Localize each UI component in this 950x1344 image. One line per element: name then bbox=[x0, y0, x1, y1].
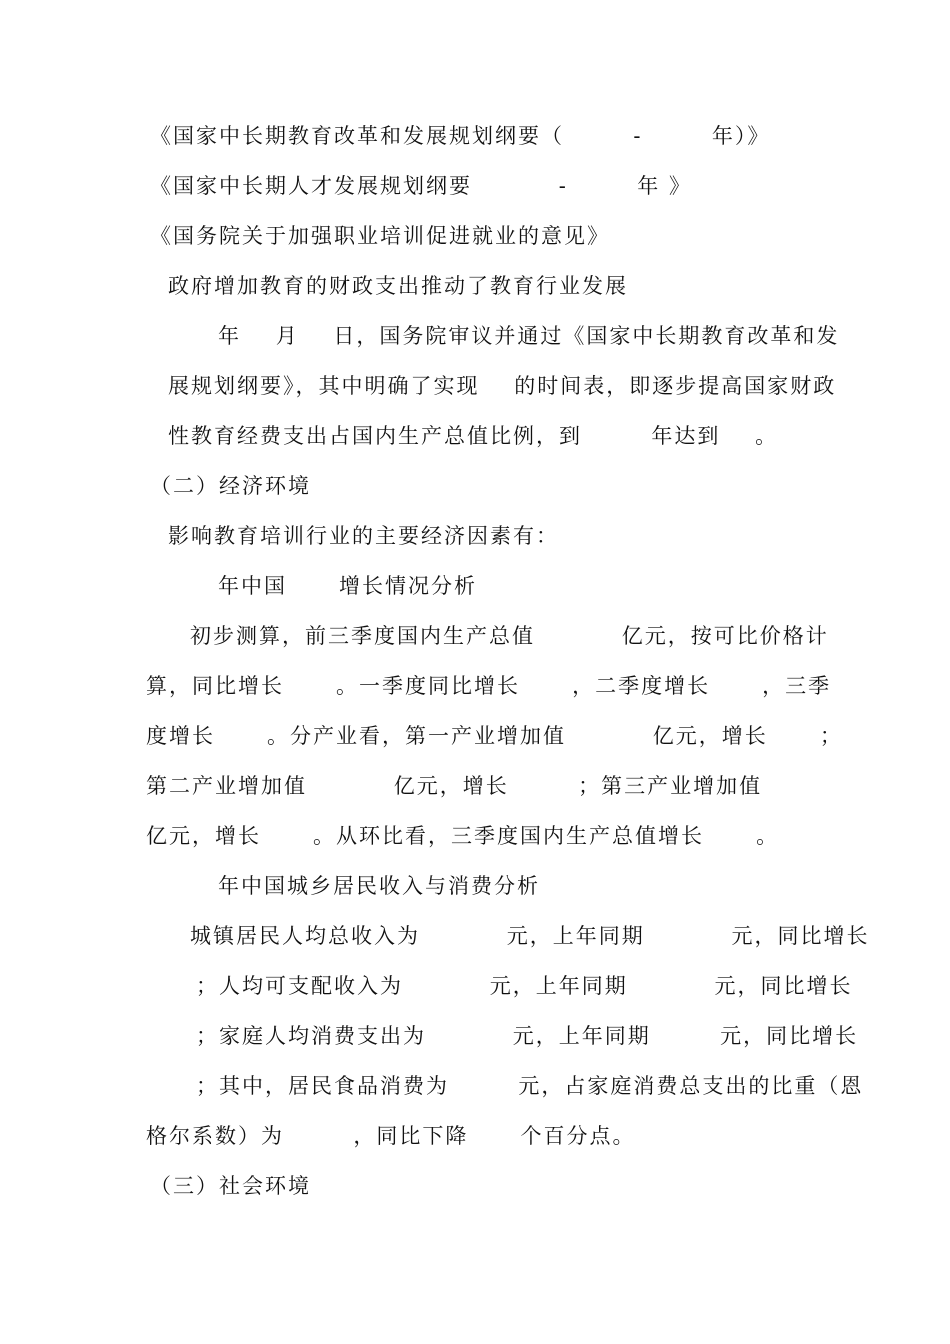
paragraph-line: ；人均可支配收入为 元，上年同期 元，同比增长 bbox=[196, 974, 853, 998]
paragraph-line: 亿元，增长 。从环比看，三季度国内生产总值增长 。 bbox=[146, 824, 780, 848]
paragraph-line: 第二产业增加值 亿元，增长 ；第三产业增加值 bbox=[146, 774, 763, 798]
paragraph-line: 初步测算，前三季度国内生产总值 亿元，按可比价格计 bbox=[190, 624, 829, 648]
paragraph-line: 度增长 。分产业看，第一产业增加值 亿元，增长 ； bbox=[146, 724, 843, 748]
policy-title-vocational-training: 《国务院关于加强职业培训促进就业的意见》 bbox=[150, 224, 610, 248]
subsection-heading-fiscal-spending: 政府增加教育的财政支出推动了教育行业发展 bbox=[168, 274, 628, 298]
paragraph-line: ；其中，居民食品消费为 元，占家庭消费总支出的比重（恩 bbox=[196, 1074, 864, 1098]
paragraph-line: 影响教育培训行业的主要经济因素有： bbox=[168, 524, 559, 548]
paragraph-line: ；家庭人均消费支出为 元，上年同期 元，同比增长 bbox=[196, 1024, 859, 1048]
paragraph-line: 性教育经费支出占国内生产总值比例，到 年达到 。 bbox=[168, 424, 779, 448]
policy-title-talent-development: 《国家中长期人才发展规划纲要 - 年 》 bbox=[150, 174, 692, 198]
paragraph-line: 年 月 日，国务院审议并通过《国家中长期教育改革和发 bbox=[218, 324, 840, 348]
policy-title-education-reform: 《国家中长期教育改革和发展规划纲要（ - 年）》 bbox=[150, 124, 771, 148]
paragraph-line: 算，同比增长 。一季度同比增长 ，二季度增长 ，三季 bbox=[146, 674, 832, 698]
section-heading-social-environment: （三）社会环境 bbox=[150, 1174, 311, 1198]
paragraph-line: 城镇居民人均总收入为 元，上年同期 元，同比增长 bbox=[190, 924, 870, 948]
subsection-heading-income-consumption: 年中国城乡居民收入与消费分析 bbox=[218, 874, 540, 898]
section-heading-economic-environment: （二）经济环境 bbox=[150, 474, 311, 498]
paragraph-line: 格尔系数）为 ，同比下降 个百分点。 bbox=[146, 1124, 636, 1148]
subsection-heading-growth-analysis: 年中国 增长情况分析 bbox=[218, 574, 478, 598]
paragraph-line: 展规划纲要》，其中明确了实现 的时间表，即逐步提高国家财政 bbox=[168, 374, 837, 398]
